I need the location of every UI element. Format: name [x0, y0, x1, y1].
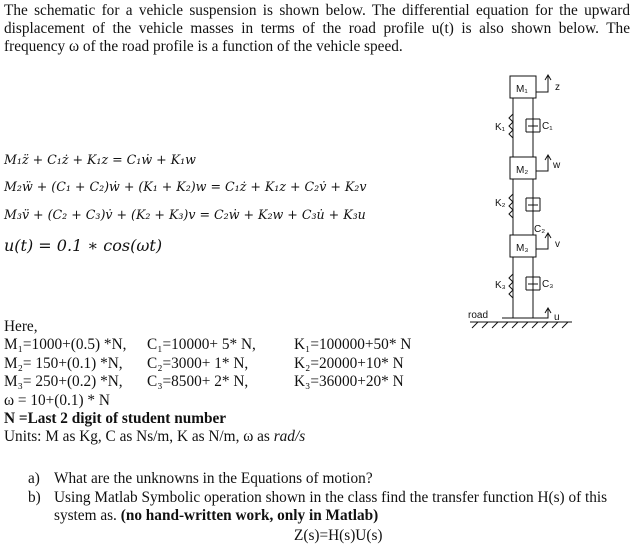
question-list	[28, 470, 628, 526]
mass-label-3: M₃	[516, 243, 529, 254]
param-k1: K₁=100000+50* N	[294, 336, 412, 354]
damper-label-c1: C₁	[542, 121, 553, 132]
parameters-heading: Here,	[4, 318, 38, 335]
problem-intro: The schematic for a vehicle suspension is shown below. The differential equation for the upward displacement of the vehicle masses in terms of the road profile u(t) is also shown below. The frequency ω of the road profile is a function of the vehicle speed.	[4, 2, 630, 56]
param-k2: K₂=20000+10* N	[294, 354, 404, 372]
mass-label-1: M₁	[516, 84, 528, 95]
question-a	[28, 470, 628, 489]
equation-mass-1: M₁z̈ + C₁ż + K₁z = C₁ẇ + K₁w	[4, 152, 196, 167]
equation-mass-2: M₂ẅ + (C₁ + C₂)ẇ + (K₁ + K₂)w = C₁ż + K₁z + C₂v̇ + K₂v	[4, 179, 367, 194]
units-prefix: Units: M as Kg, C as Ns/m, K as N/m, ω as	[4, 428, 274, 446]
spring-label-k3: K₃	[495, 280, 506, 291]
question-b	[28, 489, 628, 526]
spring-label-k1: K₁	[495, 122, 506, 133]
displacement-label-w: w	[553, 160, 561, 171]
units-line	[4, 428, 305, 446]
param-m3: M₃= 250+(0.2) *N,	[4, 373, 123, 391]
equation-mass-3: M₃v̈ + (C₂ + C₃)v̇ + (K₂ + K₃)v = C₂ẇ + K₂w + C₃u̇ + K₃u	[4, 207, 366, 222]
spring-k3	[509, 274, 513, 298]
mass-label-2: M₂	[516, 165, 529, 176]
param-m1: M₁=1000+(0.5) *N,	[4, 336, 127, 354]
road-input-equation: u(t) = 0.1 ∗ cos(ωt)	[4, 236, 163, 255]
transfer-relation: Z(s)=H(s)U(s)	[294, 527, 383, 544]
param-k3: K₃=36000+20* N	[294, 373, 404, 391]
param-m2: M₂= 150+(0.1) *N,	[4, 354, 123, 372]
spring-label-k2: K₂	[495, 198, 506, 209]
spring-k2	[509, 194, 513, 218]
param-c2: C₂=3000+ 1* N,	[147, 354, 249, 372]
suspension-schematic	[462, 70, 632, 350]
displacement-label-z: z	[555, 82, 560, 93]
param-c3: C₃=8500+ 2* N,	[147, 373, 249, 391]
n-definition: N =Last 2 digit of student number	[4, 409, 227, 427]
damper-label-c2: C₂	[534, 224, 546, 235]
question-text: What are the unknowns in the Equations of motion?	[54, 470, 373, 487]
param-c1: C₁=10000+ 5* N,	[147, 336, 256, 354]
damper-label-c3: C₃	[542, 279, 554, 290]
units-rad: rad/s	[273, 428, 306, 446]
spring-k1	[509, 114, 513, 138]
displacement-label-u: u	[554, 312, 560, 323]
question-emphasis: (no hand-written work, only in Matlab)	[120, 507, 379, 525]
displacement-label-v: v	[555, 239, 560, 250]
road-label: road	[468, 310, 489, 321]
question-label: a)	[28, 470, 40, 487]
question-label: b)	[28, 488, 41, 506]
question-text: Using Matlab Symbolic operation shown in the class find the transfer function H(s) of this system as.	[54, 488, 608, 525]
param-omega: ω = 10+(0.1) * N	[4, 391, 110, 409]
